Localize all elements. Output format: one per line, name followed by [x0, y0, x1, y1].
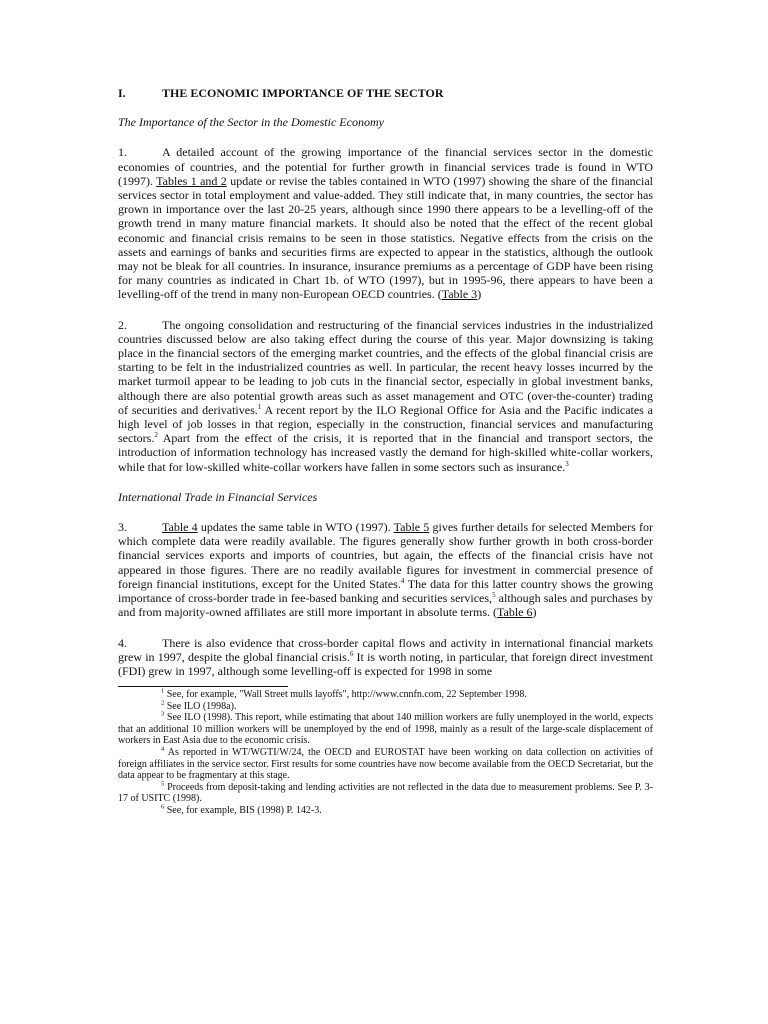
footnote-ref-3: 3: [565, 459, 569, 468]
paragraph-number: 2.: [118, 317, 127, 332]
paragraph-text: gives further details for selected Members for which complete data were readily available. The figures generally show further growth in both cross-border financial services exports and imports of countries, but again, the effects of the financial crisis have not appeared in those figures. There are no readily available figures for investment in commercial presence of foreign financial institutions, except for the United States.: [118, 520, 653, 591]
subheading-domestic: The Importance of the Sector in the Domestic Economy: [118, 115, 384, 130]
paragraph-text: ): [477, 287, 482, 302]
section-title: THE ECONOMIC IMPORTANCE OF THE SECTOR: [162, 86, 444, 100]
subheading-international: International Trade in Financial Services: [118, 489, 318, 504]
footnote-1: [118, 689, 653, 701]
table-3-link[interactable]: Table 3: [441, 287, 478, 302]
footnote-mark: 2: [161, 699, 165, 707]
footnote-text: Proceeds from deposit-taking and lending activities are not reflected in the data due to measurement problems. See P. 3-17 of USITC (1998).: [118, 781, 653, 805]
footnote-2: [118, 701, 653, 713]
table-4-link[interactable]: Table 4: [162, 520, 198, 535]
paragraph-text: The ongoing consolidation and restructuring of the financial services industries in the industrialized countries discussed below are also taking effect during the course of this year. Major downsizing is taking place in the financial sectors of the emerging market countries, and the effects of the global financial crisis are starting to be felt in the industrialized countries as well. In particular, the recent heavy losses incurred by the market turmoil appear to be leading to job cuts in the financial sector, especially in global investment banks, although there are also potential growth areas such as asset management and OTC (over-the-counter) trading of securities and derivatives.: [118, 317, 653, 417]
section-number: I.: [118, 86, 126, 100]
paragraph-text: There is also evidence that cross-border capital flows and activity in international financial markets grew in 1997, despite the global financial crisis.: [118, 635, 653, 664]
footnote-mark: 6: [161, 803, 165, 811]
footnote-divider: [118, 686, 288, 687]
footnote-ref-6: 6: [349, 649, 354, 658]
footnote-3: [118, 712, 653, 747]
footnotes: [118, 689, 653, 817]
table-5-link[interactable]: Table 5: [393, 520, 430, 535]
paragraph-number: 1.: [118, 145, 127, 160]
footnote-mark: 1: [161, 687, 165, 695]
paragraph-number: 3.: [118, 520, 127, 535]
paragraph-1: [118, 145, 653, 301]
footnote-ref-1: 1: [257, 402, 262, 411]
footnote-ref-4: 4: [400, 576, 405, 585]
footnote-6: [118, 805, 653, 817]
footnote-text: As reported in WT/WGTI/W/24, the OECD and EUROSTAT have been working on data collection on activities of foreign affiliates in the service sector. First results for some countries have now become available from the OECD Secretariat, but the data appear to be fragmentary at this stage.: [118, 747, 653, 782]
paragraph-3: [118, 520, 653, 619]
footnote-text: See ILO (1998a).: [164, 700, 237, 712]
footnote-text: See, for example, "Wall Street mulls layoffs", http://www.cnnfn.com, 22 September 1998.: [164, 689, 527, 701]
footnote-5: [118, 782, 653, 805]
document-page: [118, 86, 653, 817]
paragraph-text: A detailed account of the growing importance of the financial services sector in the domestic economies of countries, and the potential for further growth in financial services trade is found in WTO (1997).: [118, 145, 653, 188]
footnote-ref-5: 5: [492, 591, 496, 600]
paragraph-text: ): [532, 605, 537, 620]
paragraph-text: It is worth noting, in particular, that foreign direct investment (FDI) grew in 1997, although some levelling-off is expected for 1998 in some: [118, 649, 653, 678]
paragraph-text: The data for this latter country shows the growing importance of cross-border trade in fee-based banking and securities services,: [118, 576, 653, 606]
section-heading: [118, 86, 653, 100]
footnote-ref-2: 2: [154, 431, 158, 440]
paragraph-text: A recent report by the ILO Regional Office for Asia and the Pacific indicates a high level of job losses in that region, especially in the construction, financial services and manufacturing sectors.: [118, 402, 654, 446]
tables-1-and-2-link[interactable]: Tables 1 and 2: [156, 173, 227, 188]
footnote-4: [118, 747, 653, 782]
footnote-mark: 4: [161, 745, 165, 753]
paragraph-4: [118, 636, 653, 679]
paragraph-text: updates the same table in WTO (1997).: [197, 520, 394, 535]
footnote-text: See ILO (1998). This report, while estimating that about 140 million workers are fully unemployed in the world, expects that an additional 10 million workers will be unemployed by the end of 1998, mainly as a result of the large-scale displacement of workers in East Asia due to the economic crisis.: [118, 712, 653, 747]
table-6-link[interactable]: Table 6: [497, 605, 533, 620]
footnote-mark: 5: [161, 780, 165, 788]
paragraph-2: [118, 318, 653, 474]
paragraph-number: 4.: [118, 635, 127, 650]
paragraph-text: although sales and purchases by and from majority-owned affiliates are still more important in absolute terms. (: [118, 591, 654, 620]
paragraph-text: Apart from the effect of the crisis, it is reported that in the financial and transport sectors, the introduction of information technology has increased vastly the demand for high-skilled white-collar workers, while that for low-skilled white-collar workers have fallen in some sectors such as insurance.: [118, 431, 653, 474]
footnote-text: See, for example, BIS (1998) P. 142-3.: [164, 805, 322, 817]
paragraph-text: update or revise the tables contained in WTO (1997) showing the share of the financial services sector in total employment and value-added. They still indicate that, in many countries, the sector has grown in importance over the last 20-25 years, although since 1990 there appears to be a levelling-off of the growth trend in many mature financial markets. It should also be noted that the effect of the recent global economic and financial crisis remains to be seen in those statistics. Negative effects from the crisis on the assets and earnings of banks and securities firms are expected to appear in the statistics, although the outlook may not be bleak for all countries. In insurance, insurance premiums as a percentage of GDP have been rising for many countries as indicated in Chart 1b. of WTO (1997), but in 1995-96, there appears to have been a levelling-off of the trend in many non-European OECD countries. (: [118, 173, 654, 302]
footnote-mark: 3: [161, 710, 165, 718]
